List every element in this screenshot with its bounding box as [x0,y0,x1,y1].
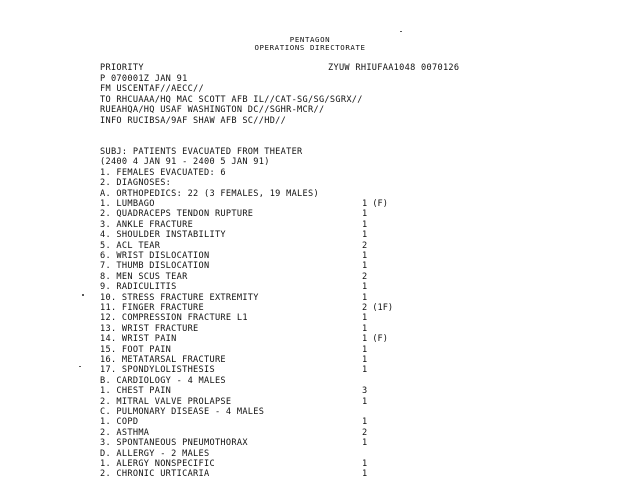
body-line: 7. THUMB DISLOCATION [100,261,210,271]
body-line: 10. STRESS FRACTURE EXTREMITY [100,293,259,303]
body-line-value: 1 [362,313,368,323]
body-line: 2. ASTHMA [100,428,150,438]
message-from: FM USCENTAF//AECC// [100,84,205,94]
body-line-value: 1 [362,282,368,292]
body-line: 4. SHOULDER INSTABILITY [100,230,226,240]
scan-speck [82,294,84,296]
message-identifier: ZYUW RHIUFAA1048 0070126 [328,63,460,73]
body-line: A. ORTHOPEDICS: 22 (3 FEMALES, 19 MALES) [100,189,319,199]
body-line: 1. LUMBAGO [100,199,155,209]
body-line: 2. DIAGNOSES: [100,178,172,188]
body-line: 2. CHRONIC URTICARIA [100,469,210,479]
body-line-value: 1 [362,469,368,479]
body-line-value: 1 [362,293,368,303]
scan-speck [79,366,81,367]
body-line: 5. ACL TEAR [100,241,161,251]
body-line: 11. FINGER FRACTURE [100,303,205,313]
body-line-value: 1 [362,261,368,271]
body-line-value: 1 [362,345,368,355]
body-line-value: 1 [362,355,368,365]
body-line-value: 1 [362,397,368,407]
body-line-value: 2 [362,428,368,438]
body-line-value: 1 [362,209,368,219]
body-line: 3. ANKLE FRACTURE [100,220,194,230]
body-line: 6. WRIST DISLOCATION [100,251,210,261]
body-line: B. CARDIOLOGY - 4 MALES [100,376,226,386]
body-line: 1. CHEST PAIN [100,386,172,396]
body-line-value: 1 [362,220,368,230]
message-to: TO RHCUAAA/HQ MAC SCOTT AFB IL//CAT-SG/SG/SGRX// [100,95,363,105]
body-line: 13. WRIST FRACTURE [100,324,199,334]
body-line: 15. FOOT PAIN [100,345,172,355]
body-line: 1. FEMALES EVACUATED: 6 [100,168,226,178]
body-line: 14. WRIST PAIN [100,334,177,344]
body-line-value: 1 [362,324,368,334]
body-line-value: 2 [362,241,368,251]
message-precedence: PRIORITY [100,63,144,73]
message-to-2: RUEAHQA/HQ USAF WASHINGTON DC//SGHR-MCR// [100,105,325,115]
body-line: 1. ALERGY NONSPECIFIC [100,459,215,469]
header-dept: OPERATIONS DIRECTORATE [254,43,366,52]
body-line: 2. MITRAL VALVE PROLAPSE [100,397,232,407]
body-line: 8. MEN SCUS TEAR [100,272,188,282]
body-line-value: 1 (F) [362,334,388,344]
body-line: 9. RADICULITIS [100,282,177,292]
body-line: C. PULMONARY DISEASE - 4 MALES [100,407,265,417]
body-line-value: 1 [362,251,368,261]
body-line-value: 1 [362,438,368,448]
body-line-value: 1 [362,365,368,375]
scan-speck [400,31,402,32]
body-line-value: 1 [362,417,368,427]
body-line-value: 2 (1F) [362,303,394,313]
body-line: SUBJ: PATIENTS EVACUATED FROM THEATER [100,147,303,157]
body-line-value: 3 [362,386,368,396]
body-line-value: 2 [362,272,368,282]
header-org: PENTAGON [289,35,331,44]
message-dtg: P 070001Z JAN 91 [100,74,188,84]
body-line: (2400 4 JAN 91 - 2400 5 JAN 91) [100,157,270,167]
body-line: 12. COMPRESSION FRACTURE L1 [100,313,248,323]
message-info: INFO RUCIBSA/9AF SHAW AFB SC//HD// [100,116,287,126]
body-line-value: 1 [362,230,368,240]
body-line: D. ALLERGY - 2 MALES [100,449,210,459]
body-line: 3. SPONTANEOUS PNEUMOTHORAX [100,438,248,448]
body-line: 17. SPONDYLOLISTHESIS [100,365,215,375]
body-line: 1. COPD [100,417,139,427]
body-line-value: 1 [362,459,368,469]
body-line: 16. METATARSAL FRACTURE [100,355,226,365]
body-line: 2. QUADRACEPS TENDON RUPTURE [100,209,254,219]
body-line-value: 1 (F) [362,199,388,209]
